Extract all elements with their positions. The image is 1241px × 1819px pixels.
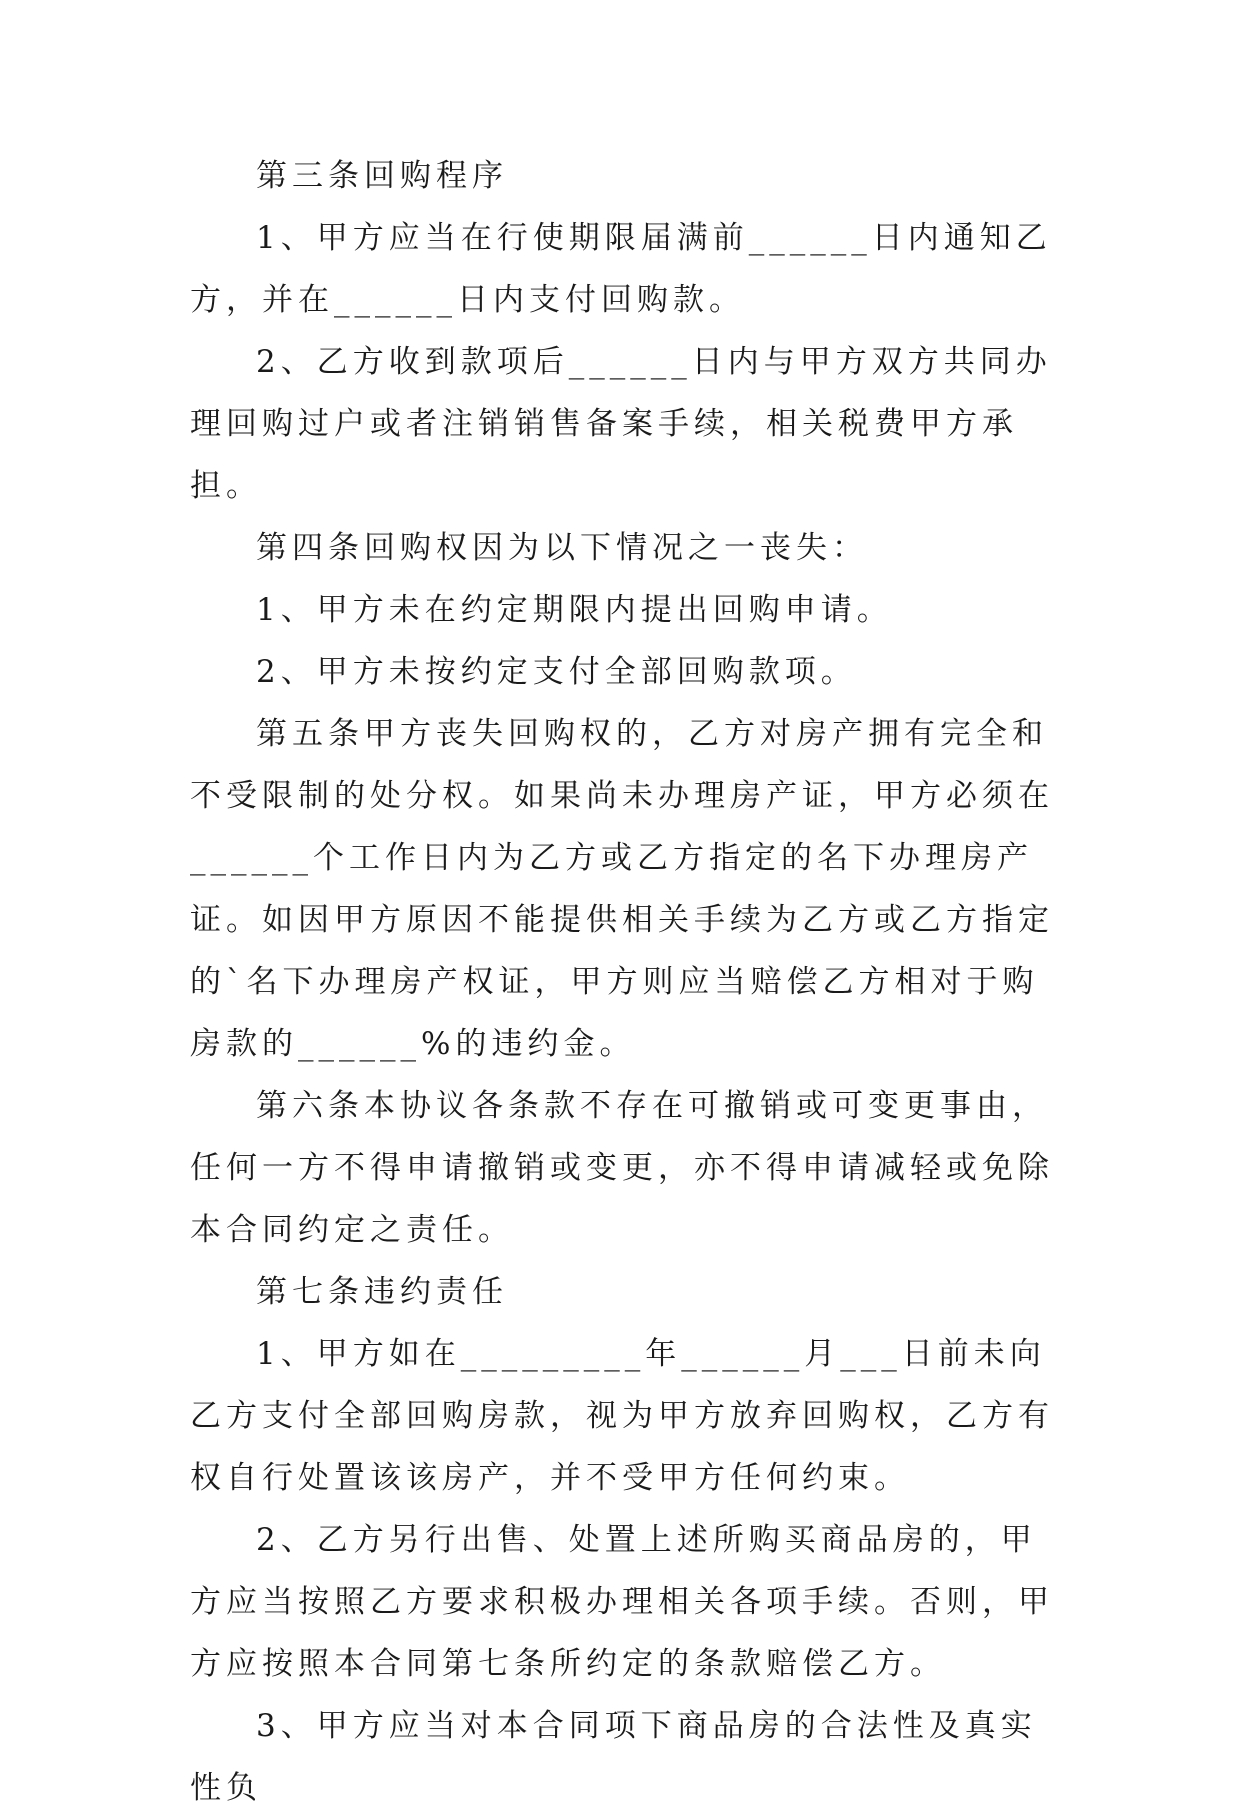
article-4-clause-2: 2、甲方未按约定支付全部回购款项。: [256, 654, 857, 690]
article-3-clause-2: 2、乙方收到款项后______日内与甲方双方共同办理回购过户或者注销销售备案手续，相关税费甲方承担。: [190, 344, 1052, 504]
article-7-heading: 第七条违约责任: [256, 1274, 508, 1310]
article-7-clause-2: 2、乙方另行出售、处置上述所购买商品房的，甲方应当按照乙方要求积极办理相关各项手续。否则，甲方应按照本合同第七条所约定的条款赔偿乙方。: [190, 1522, 1054, 1682]
article-4-heading: 第四条回购权因为以下情况之一丧失：: [256, 530, 868, 566]
article-6-paragraph: 第六条本协议各条款不存在可撤销或可变更事由，任何一方不得申请撤销或变更，亦不得申请减轻或免除本合同约定之责任。: [190, 1088, 1054, 1248]
article-3-heading: 第三条回购程序: [256, 158, 508, 194]
article-5-paragraph: 第五条甲方丧失回购权的，乙方对房产拥有完全和不受限制的处分权。如果尚未办理房产证，甲方必须在______个工作日内为乙方或乙方指定的名下办理房产证。如因甲方原因不能提供相关手续为乙方或乙方指定的`名下办理房产权证，甲方则应当赔偿乙方相对于购房款的______%的违约金。: [190, 716, 1054, 1062]
article-7-clause-3: 3、甲方应当对本合同项下商品房的合法性及真实性负: [190, 1708, 1037, 1806]
article-7-clause-1: 1、甲方如在_________年______月___日前未向乙方支付全部回购房款，视为甲方放弃回购权，乙方有权自行处置该该房产，并不受甲方任何约束。: [190, 1336, 1054, 1496]
article-4-clause-1: 1、甲方未在约定期限内提出回购申请。: [256, 592, 893, 628]
article-3-clause-1: 1、甲方应当在行使期限届满前______日内通知乙方，并在______日内支付回购款。: [190, 220, 1052, 318]
document-body: [190, 145, 1060, 1819]
